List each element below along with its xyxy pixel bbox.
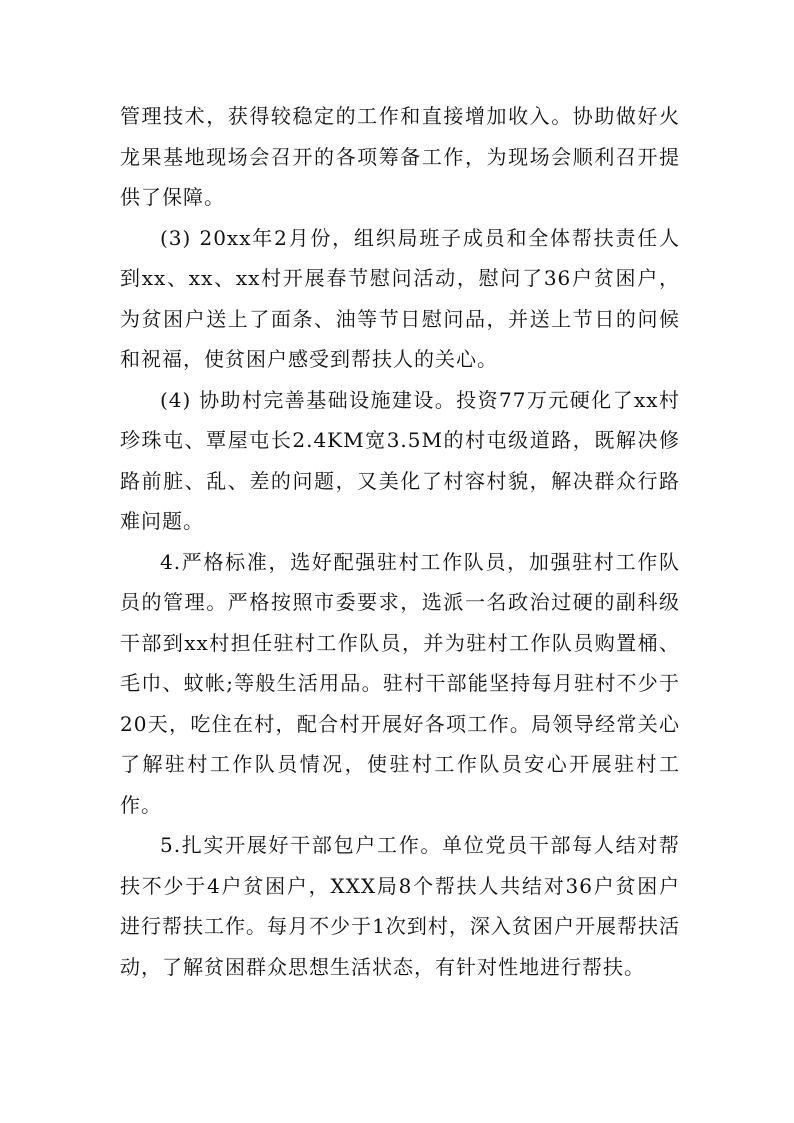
- document-body: [120, 96, 680, 987]
- paragraph-section-4: 4.严格标准，选好配强驻村工作队员，加强驻村工作队员的管理。严格按照市委要求，选派一名政治过硬的副科级干部到xx村担任驻村工作队员，并为驻村工作队员购置桶、毛巾、蚊帐;等般生活用品。驻村干部能坚持每月驻村不少于20天，吃住在村，配合村开展好各项工作。局领导经常关心了解驻村工作队员情况，使驻村工作队员安心开展驻村工作。: [120, 549, 680, 817]
- paragraph-continuation: 管理技术，获得较稳定的工作和直接增加收入。协助做好火龙果基地现场会召开的各项筹备工作，为现场会顺利召开提供了保障。: [120, 104, 680, 209]
- paragraph-section-5: 5.扎实开展好干部包户工作。单位党员干部每人结对帮扶不少于4户贫困户，XXX局8个帮扶人共结对36户贫困户进行帮扶工作。每月不少于1次到村，深入贫困户开展帮扶活动，了解贫困群众思想生活状态，有针对性地进行帮扶。: [120, 833, 680, 979]
- paragraph-item-4: (4) 协助村完善基础设施建设。投资77万元硬化了xx村珍珠屯、覃屋屯长2.4KM宽3.5M的村屯级道路，既解决修路前脏、乱、差的问题，又美化了村容村貌，解决群众行路难问题。: [120, 387, 680, 533]
- paragraph-item-3: (3) 20xx年2月份，组织局班子成员和全体帮扶责任人到xx、xx、xx村开展春节慰问活动，慰问了36户贫困户，为贫困户送上了面条、油等节日慰问品，并送上节日的问候和祝福，使贫困户感受到帮扶人的关心。: [120, 225, 680, 371]
